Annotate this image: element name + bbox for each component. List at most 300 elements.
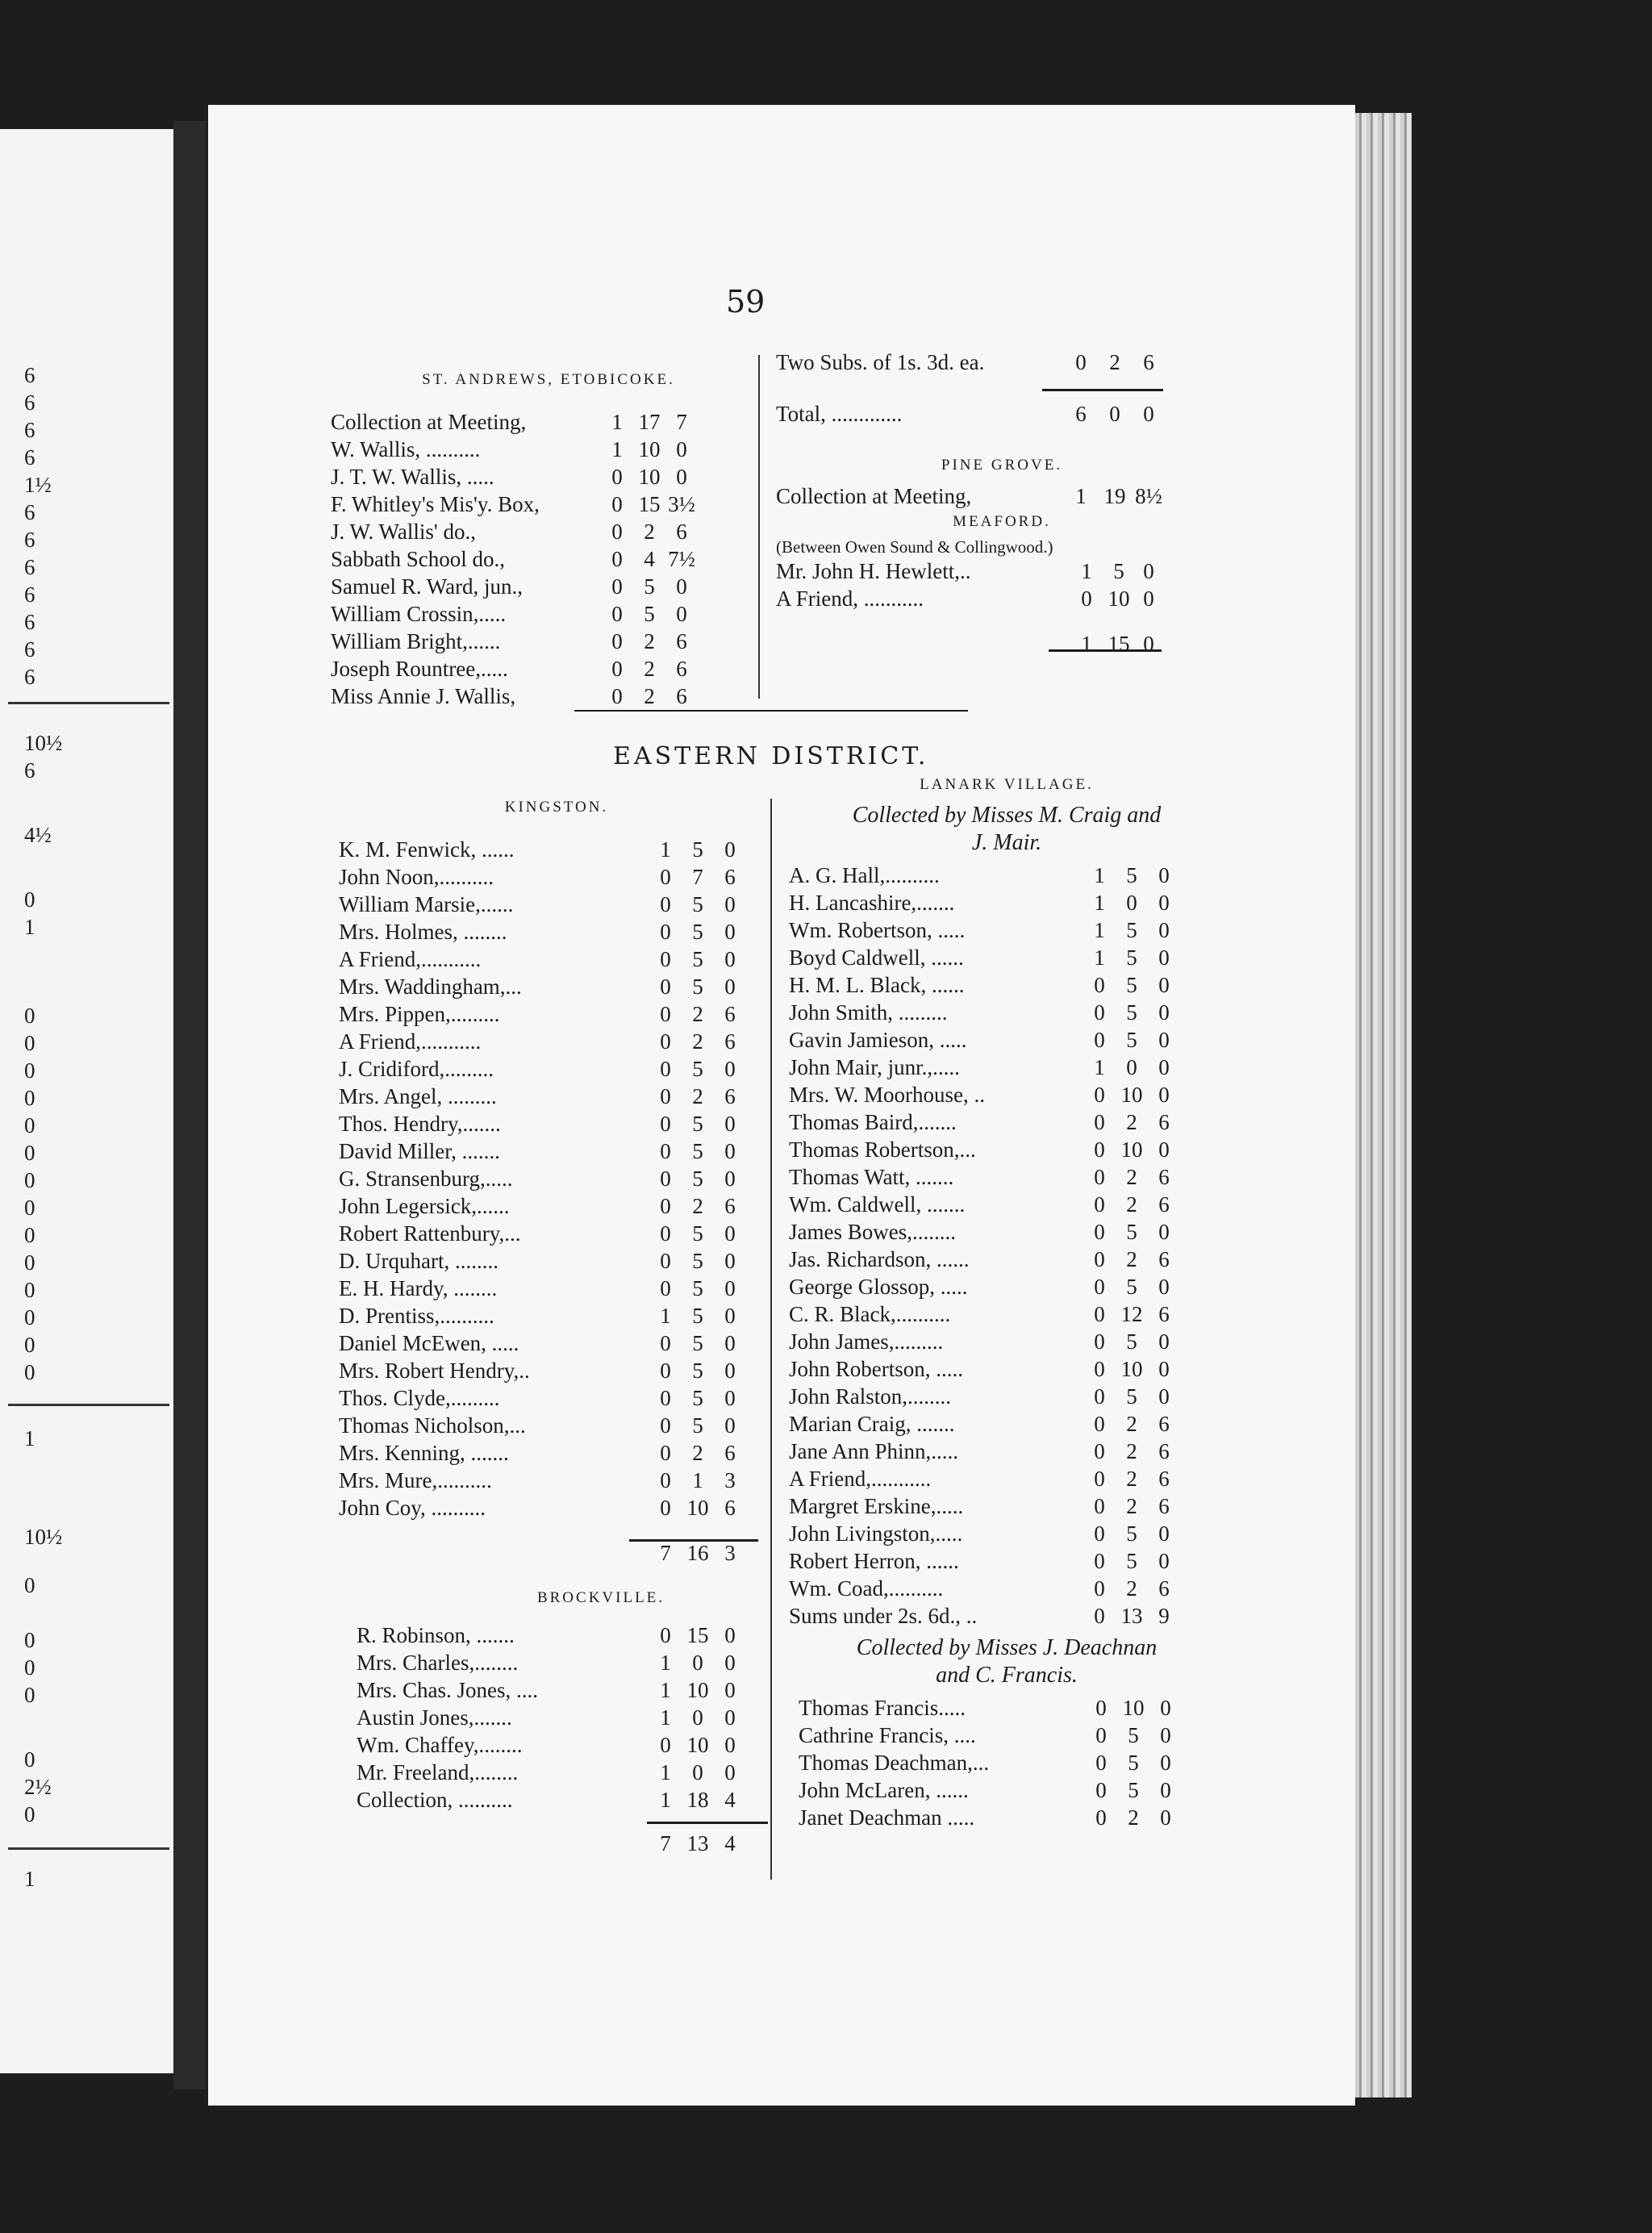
- total-row: Total, ............. 6 0 0: [776, 402, 1154, 426]
- lanark-shillings: 10: [1120, 1137, 1143, 1162]
- lanark-pence: 6: [1158, 1412, 1170, 1436]
- kingston-contributor: Mrs. Angel, .........: [339, 1084, 497, 1108]
- lanark-shillings: 5: [1126, 945, 1137, 970]
- st-andrews-shillings: 4: [644, 547, 655, 571]
- kingston-pence: 6: [724, 865, 736, 889]
- st-andrews-contributor: F. Whitley's Mis'y. Box,: [331, 492, 540, 516]
- lanark-2-pence: 0: [1160, 1805, 1171, 1830]
- brockville-pounds: 1: [660, 1705, 671, 1730]
- lanark-list: [789, 862, 1224, 1630]
- lanark-shillings: 2: [1126, 1439, 1137, 1463]
- st-andrews-pounds: 0: [611, 520, 623, 544]
- lanark-row: [789, 1438, 1224, 1465]
- subs-row: Two Subs. of 1s. 3d. ea. 0 2 6: [776, 350, 1154, 374]
- st-andrews-shillings: 2: [644, 629, 655, 653]
- kingston-shillings: 5: [692, 1359, 703, 1383]
- brockville-total-rule: [647, 1822, 768, 1824]
- lanark-contributor: James Bowes,........: [789, 1220, 956, 1244]
- lanark-pence: 0: [1158, 1549, 1170, 1573]
- kingston-pounds: 0: [660, 1441, 671, 1465]
- lanark-pence: 0: [1158, 1000, 1170, 1025]
- brockville-pence: 0: [724, 1705, 736, 1730]
- lanark-2-contributor: Thomas Deachman,...: [799, 1751, 990, 1775]
- lanark-shillings: 5: [1126, 1521, 1137, 1546]
- lanark-pounds: 0: [1094, 1220, 1105, 1244]
- kingston-contributor: K. M. Fenwick, ......: [339, 837, 515, 862]
- lanark-contributor: Wm. Coad,..........: [789, 1576, 944, 1601]
- top-right-section: [776, 349, 1195, 657]
- lanark-pounds: 1: [1094, 891, 1105, 915]
- kingston-row: [339, 1220, 758, 1247]
- lanark-row: [789, 1026, 1224, 1054]
- kingston-pounds: 1: [660, 837, 671, 862]
- meaford-contributor: Mr. John H. Hewlett,..: [776, 559, 971, 583]
- left-page-amount: 0: [24, 1196, 35, 1220]
- brockville-row: [357, 1649, 758, 1676]
- lanark-row: [789, 1218, 1224, 1246]
- lanark-pounds: 0: [1094, 1137, 1105, 1162]
- kingston-pounds: 0: [660, 1276, 671, 1300]
- left-page-amount: 6: [24, 363, 35, 387]
- kingston-pence: 0: [724, 1167, 736, 1191]
- st-andrews-shillings: 5: [644, 602, 655, 626]
- lanark-contributor: Mrs. W. Moorhouse, ..: [789, 1083, 986, 1107]
- brockville-contributor: Wm. Chaffey,........: [357, 1733, 523, 1757]
- kingston-contributor: John Legersick,......: [339, 1194, 510, 1218]
- lanark-row: [789, 1328, 1224, 1355]
- section-separator: [574, 710, 968, 712]
- lanark-row: [789, 916, 1224, 944]
- kingston-contributor: David Miller, .......: [339, 1139, 500, 1163]
- lanark-shillings: 10: [1120, 1357, 1143, 1381]
- left-page-amount: 0: [24, 1223, 35, 1247]
- kingston-row: [339, 1494, 758, 1521]
- brockville-row: [357, 1759, 758, 1786]
- brockville-pounds: 0: [660, 1623, 671, 1647]
- lanark-pence: 6: [1158, 1247, 1170, 1271]
- left-page-amount: 10½: [24, 731, 63, 755]
- kingston-pence: 0: [724, 1413, 736, 1438]
- kingston-row: [339, 863, 758, 891]
- kingston-row: [339, 1357, 758, 1384]
- meaford-pence: 0: [1143, 586, 1154, 611]
- kingston-shillings: 5: [692, 975, 703, 999]
- brockville-shillings: 15: [686, 1623, 709, 1647]
- st-andrews-shillings: 15: [638, 492, 661, 516]
- lanark-row: [789, 1054, 1224, 1081]
- lanark-2-contributor: Cathrine Francis, ....: [799, 1723, 976, 1747]
- lanark-row: [789, 944, 1224, 971]
- kingston-pence: 0: [724, 975, 736, 999]
- kingston-contributor: John Noon,..........: [339, 865, 494, 889]
- kingston-row: [339, 1000, 758, 1028]
- lanark-shillings: 2: [1126, 1192, 1137, 1217]
- lanark-pounds: 1: [1094, 863, 1105, 887]
- left-page-amount: 6: [24, 500, 35, 524]
- lanark-collector2-line-1: Collected by Misses J. Deachnan: [856, 1635, 1158, 1660]
- lanark-pence: 0: [1158, 891, 1170, 915]
- lanark-row: [789, 862, 1224, 889]
- lanark-pounds: 1: [1094, 1055, 1105, 1079]
- meaford-pounds: 0: [1081, 586, 1092, 611]
- lanark-contributor: Boyd Caldwell, ......: [789, 945, 964, 970]
- brockville-shillings: 0: [692, 1651, 703, 1675]
- lanark-pounds: 0: [1094, 1357, 1105, 1381]
- kingston-pence: 0: [724, 1112, 736, 1136]
- lanark-pence: 0: [1158, 945, 1170, 970]
- kingston-contributor: Mrs. Mure,..........: [339, 1468, 492, 1492]
- lanark-pence: 6: [1158, 1576, 1170, 1601]
- kingston-pence: 6: [724, 1194, 736, 1218]
- kingston-shillings: 5: [692, 1413, 703, 1438]
- lanark-contributor: A Friend,...........: [789, 1467, 932, 1491]
- kingston-row: [339, 1083, 758, 1110]
- kingston-pence: 0: [724, 1057, 736, 1081]
- kingston-pence: 0: [724, 947, 736, 971]
- lanark-shillings: 13: [1120, 1604, 1143, 1628]
- lanark-pounds: 0: [1094, 1604, 1105, 1628]
- meaford-contributor: A Friend, ...........: [776, 586, 924, 611]
- left-page-amount: 0: [24, 887, 35, 912]
- meaford-shillings: 10: [1108, 586, 1130, 611]
- kingston-pounds: 0: [660, 975, 671, 999]
- lanark-2-row: [799, 1722, 1224, 1749]
- lanark-row: [789, 1465, 1224, 1492]
- kingston-pence: 0: [724, 1386, 736, 1410]
- brockville-pence: 0: [724, 1623, 736, 1647]
- st-andrews-shillings: 17: [638, 410, 661, 434]
- lanark-pounds: 0: [1094, 1329, 1105, 1354]
- st-andrews-shillings: 2: [644, 684, 655, 708]
- kingston-pence: 0: [724, 837, 736, 862]
- lanark-contributor: Jane Ann Phinn,.....: [789, 1439, 959, 1463]
- kingston-shillings: 5: [692, 1057, 703, 1081]
- brockville-pounds: 1: [660, 1651, 671, 1675]
- brockville-pounds: 0: [660, 1733, 671, 1757]
- st-andrews-pence: 6: [676, 657, 687, 681]
- lanark-row: [789, 1602, 1224, 1630]
- brockville-row: [357, 1704, 758, 1731]
- st-andrews-row: [331, 436, 742, 463]
- lanark-row: [789, 1355, 1224, 1383]
- left-page-amount: 2½: [24, 1775, 52, 1799]
- column-divider-top: [758, 355, 760, 699]
- lanark-shillings: 5: [1126, 1000, 1137, 1025]
- lanark-list-2: [789, 1694, 1224, 1831]
- lanark-row: [789, 999, 1224, 1026]
- kingston-row: [339, 1110, 758, 1137]
- lanark-pounds: 0: [1094, 1192, 1105, 1217]
- meaford-heading: MEAFORD.: [953, 513, 1051, 530]
- brockville-contributor: R. Robinson, .......: [357, 1623, 515, 1647]
- left-page-amount: 0: [24, 1683, 35, 1707]
- kingston-pounds: 0: [660, 1002, 671, 1026]
- lanark-row: [789, 971, 1224, 999]
- kingston-pounds: 0: [660, 1194, 671, 1218]
- kingston-row: [339, 1028, 758, 1055]
- lanark-pounds: 0: [1094, 1110, 1105, 1134]
- district-title: EASTERN DISTRICT.: [613, 742, 929, 770]
- left-page-amount: 0: [24, 1573, 35, 1597]
- lanark-contributor: C. R. Black,..........: [789, 1302, 951, 1326]
- lanark-2-shillings: 5: [1128, 1723, 1139, 1747]
- brockville-contributor: Austin Jones,.......: [357, 1705, 512, 1730]
- lanark-pence: 0: [1158, 973, 1170, 997]
- lanark-shillings: 5: [1126, 1275, 1137, 1299]
- left-page-amount: 10½: [24, 1525, 63, 1549]
- kingston-shillings: 2: [692, 1002, 703, 1026]
- lanark-pounds: 0: [1094, 1000, 1105, 1025]
- lanark-contributor: Wm. Robertson, .....: [789, 918, 966, 942]
- lanark-row: [789, 1163, 1224, 1191]
- lanark-pounds: 1: [1094, 945, 1105, 970]
- st-andrews-shillings: 2: [644, 657, 655, 681]
- kingston-contributor: Mrs. Waddingham,...: [339, 975, 522, 999]
- kingston-total-row: 7 16 3: [660, 1541, 736, 1565]
- kingston-shillings: 5: [692, 1221, 703, 1246]
- lanark-shillings: 5: [1126, 1028, 1137, 1052]
- kingston-pence: 6: [724, 1496, 736, 1520]
- st-andrews-pence: 7: [676, 410, 687, 434]
- kingston-heading: KINGSTON.: [504, 799, 609, 816]
- left-page-amount: 6: [24, 528, 35, 552]
- kingston-pounds: 0: [660, 920, 671, 944]
- left-page-rule: [8, 1404, 169, 1406]
- st-andrews-contributor: W. Wallis, ..........: [331, 437, 481, 461]
- st-andrews-pounds: 0: [611, 657, 623, 681]
- brockville-total-row: 7 13 4: [660, 1831, 736, 1855]
- st-andrews-row: [331, 655, 742, 682]
- meaford-list: [776, 557, 1195, 612]
- kingston-pounds: 0: [660, 1413, 671, 1438]
- st-andrews-row: [331, 490, 742, 518]
- kingston-row: [339, 918, 758, 945]
- st-andrews-pounds: 0: [611, 684, 623, 708]
- lanark-contributor: George Glossop, .....: [789, 1275, 968, 1299]
- lanark-pence: 0: [1158, 918, 1170, 942]
- left-page-amount: 6: [24, 445, 35, 470]
- lanark-row: [789, 1410, 1224, 1438]
- lanark-contributor: Jas. Richardson, ......: [789, 1247, 970, 1271]
- lanark-pence: 6: [1158, 1439, 1170, 1463]
- left-page-amount: 0: [24, 1628, 35, 1652]
- lanark-contributor: John Smith, .........: [789, 1000, 948, 1025]
- left-page-amount: 6: [24, 418, 35, 442]
- lanark-pence: 0: [1158, 1329, 1170, 1354]
- lanark-shillings: 2: [1126, 1467, 1137, 1491]
- st-andrews-list: [331, 408, 742, 710]
- lanark-contributor: John Ralston,........: [789, 1384, 952, 1409]
- lanark-pounds: 0: [1094, 1247, 1105, 1271]
- lanark-shillings: 2: [1126, 1110, 1137, 1134]
- kingston-shillings: 5: [692, 947, 703, 971]
- lanark-contributor: H. Lancashire,.......: [789, 891, 955, 915]
- brockville-row: [357, 1622, 758, 1649]
- st-andrews-contributor: J. W. Wallis' do.,: [331, 520, 476, 544]
- brockville-contributor: Collection, ..........: [357, 1788, 513, 1812]
- kingston-pence: 0: [724, 1304, 736, 1328]
- meaford-pence: 0: [1143, 559, 1154, 583]
- kingston-pence: 0: [724, 1276, 736, 1300]
- lanark-shillings: 2: [1126, 1494, 1137, 1518]
- kingston-pounds: 0: [660, 1084, 671, 1108]
- kingston-pence: 6: [724, 1029, 736, 1054]
- meaford-row: [776, 585, 1195, 612]
- kingston-pounds: 0: [660, 1496, 671, 1520]
- lanark-2-row: [799, 1804, 1224, 1831]
- st-andrews-heading: ST. ANDREWS, ETOBICOKE.: [422, 371, 675, 388]
- lanark-contributor: John Robertson, .....: [789, 1357, 963, 1381]
- kingston-pounds: 1: [660, 1304, 671, 1328]
- st-andrews-pounds: 0: [611, 629, 623, 653]
- lanark-row: [789, 1136, 1224, 1163]
- brockville-shillings: 0: [692, 1705, 703, 1730]
- left-page-amount: 0: [24, 1747, 35, 1772]
- left-page-amount: 0: [24, 1305, 35, 1329]
- lanark-contributor: Gavin Jamieson, .....: [789, 1028, 967, 1052]
- st-andrews-row: [331, 600, 742, 628]
- kingston-contributor: A Friend,...........: [339, 1029, 482, 1054]
- brockville-pounds: 1: [660, 1760, 671, 1784]
- lanark-pounds: 0: [1094, 1412, 1105, 1436]
- kingston-pence: 0: [724, 1221, 736, 1246]
- lanark-2-pounds: 0: [1095, 1778, 1107, 1802]
- lanark-shillings: 2: [1126, 1165, 1137, 1189]
- st-andrews-pounds: 0: [611, 602, 623, 626]
- brockville-pence: 0: [724, 1678, 736, 1702]
- lanark-row: [789, 1081, 1224, 1108]
- kingston-pounds: 0: [660, 1468, 671, 1492]
- lanark-collector-line-1: Collected by Misses M. Craig and: [852, 803, 1162, 828]
- lanark-shillings: 10: [1120, 1083, 1143, 1107]
- kingston-shillings: 2: [692, 1194, 703, 1218]
- kingston-pounds: 0: [660, 1359, 671, 1383]
- left-page-amount-column: [8, 363, 169, 1896]
- kingston-row: [339, 973, 758, 1000]
- lanark-pence: 6: [1158, 1467, 1170, 1491]
- lanark-2-row: [799, 1776, 1224, 1804]
- lanark-2-pounds: 0: [1095, 1723, 1107, 1747]
- kingston-shillings: 5: [692, 837, 703, 862]
- lanark-pounds: 0: [1094, 1275, 1105, 1299]
- meaford-note: (Between Owen Sound & Collingwood.): [776, 537, 1053, 557]
- st-andrews-contributor: William Bright,......: [331, 629, 501, 653]
- kingston-contributor: Thomas Nicholson,...: [339, 1413, 526, 1438]
- kingston-row: [339, 1329, 758, 1357]
- kingston-row: [339, 1412, 758, 1439]
- kingston-shillings: 5: [692, 1167, 703, 1191]
- st-andrews-row: [331, 545, 742, 573]
- lanark-2-contributor: Janet Deachman .....: [799, 1805, 975, 1830]
- kingston-row: [339, 836, 758, 863]
- left-page-amount: 6: [24, 555, 35, 579]
- kingston-shillings: 5: [692, 1249, 703, 1273]
- kingston-shillings: 2: [692, 1084, 703, 1108]
- kingston-pounds: 0: [660, 1112, 671, 1136]
- kingston-pounds: 0: [660, 1249, 671, 1273]
- st-andrews-shillings: 10: [638, 465, 661, 489]
- kingston-contributor: D. Urquhart, ........: [339, 1249, 499, 1273]
- st-andrews-contributor: J. T. W. Wallis, .....: [331, 465, 494, 489]
- kingston-pounds: 0: [660, 865, 671, 889]
- st-andrews-contributor: Miss Annie J. Wallis,: [331, 684, 516, 708]
- brockville-row: [357, 1731, 758, 1759]
- lanark-2-pounds: 0: [1095, 1696, 1107, 1720]
- lanark-2-row: [799, 1749, 1224, 1776]
- kingston-shillings: 5: [692, 1112, 703, 1136]
- left-page-amount: 4½: [24, 823, 52, 847]
- kingston-row: [339, 891, 758, 918]
- brockville-heading: BROCKVILLE.: [536, 1589, 665, 1606]
- lanark-row: [789, 1492, 1224, 1520]
- kingston-shillings: 2: [692, 1441, 703, 1465]
- lanark-heading: LANARK VILLAGE.: [920, 776, 1094, 793]
- st-andrews-row: [331, 628, 742, 655]
- lanark-contributor: Sums under 2s. 6d., ..: [789, 1604, 978, 1628]
- left-page-amount: 0: [24, 1333, 35, 1357]
- lanark-2-pounds: 0: [1095, 1751, 1107, 1775]
- lanark-2-pence: 0: [1160, 1696, 1171, 1720]
- left-page-amount: 0: [24, 1058, 35, 1083]
- lanark-pounds: 0: [1094, 1521, 1105, 1546]
- brockville-row: [357, 1676, 758, 1704]
- lanark-row: [789, 1383, 1224, 1410]
- st-andrews-pence: 6: [676, 520, 687, 544]
- left-page-amount: 6: [24, 758, 35, 783]
- kingston-pounds: 0: [660, 1386, 671, 1410]
- kingston-pounds: 0: [660, 947, 671, 971]
- lanark-shillings: 0: [1126, 1055, 1137, 1079]
- st-andrews-contributor: Samuel R. Ward, jun.,: [331, 574, 524, 599]
- lanark-2-shillings: 10: [1122, 1696, 1145, 1720]
- lanark-row: [789, 1246, 1224, 1273]
- kingston-contributor: Mrs. Kenning, .......: [339, 1441, 509, 1465]
- lanark-shillings: 5: [1126, 918, 1137, 942]
- page-number: 59: [726, 284, 766, 319]
- lanark-pounds: 0: [1094, 1028, 1105, 1052]
- st-andrews-pounds: 0: [611, 574, 623, 599]
- kingston-contributor: John Coy, ..........: [339, 1496, 486, 1520]
- kingston-pence: 3: [724, 1468, 736, 1492]
- kingston-row: [339, 1302, 758, 1329]
- lanark-row: [789, 1108, 1224, 1136]
- st-andrews-shillings: 10: [638, 437, 661, 461]
- st-andrews-row: [331, 518, 742, 545]
- lanark-row: [789, 1273, 1224, 1300]
- lanark-pounds: 0: [1094, 1083, 1105, 1107]
- left-page-amount: 1½: [24, 473, 52, 497]
- kingston-pounds: 0: [660, 1057, 671, 1081]
- lanark-pence: 0: [1158, 1083, 1170, 1107]
- kingston-row: [339, 945, 758, 973]
- lanark-pence: 6: [1158, 1494, 1170, 1518]
- kingston-row: [339, 1055, 758, 1083]
- lanark-pence: 0: [1158, 1055, 1170, 1079]
- lanark-section: [789, 776, 1224, 1831]
- lanark-contributor: Margret Erskine,.....: [789, 1494, 964, 1518]
- st-andrews-row: [331, 408, 742, 436]
- lanark-2-shillings: 5: [1128, 1751, 1139, 1775]
- lanark-contributor: Thomas Watt, .......: [789, 1165, 954, 1189]
- st-andrews-pence: 0: [676, 465, 687, 489]
- lanark-2-contributor: Thomas Francis.....: [799, 1696, 966, 1720]
- left-page-amount: 6: [24, 610, 35, 634]
- left-page-amount: 1: [24, 1867, 35, 1891]
- left-page-amount: 1: [24, 1426, 35, 1450]
- st-andrews-pence: 6: [676, 684, 687, 708]
- st-andrews-pence: 0: [676, 602, 687, 626]
- lanark-pounds: 0: [1094, 1494, 1105, 1518]
